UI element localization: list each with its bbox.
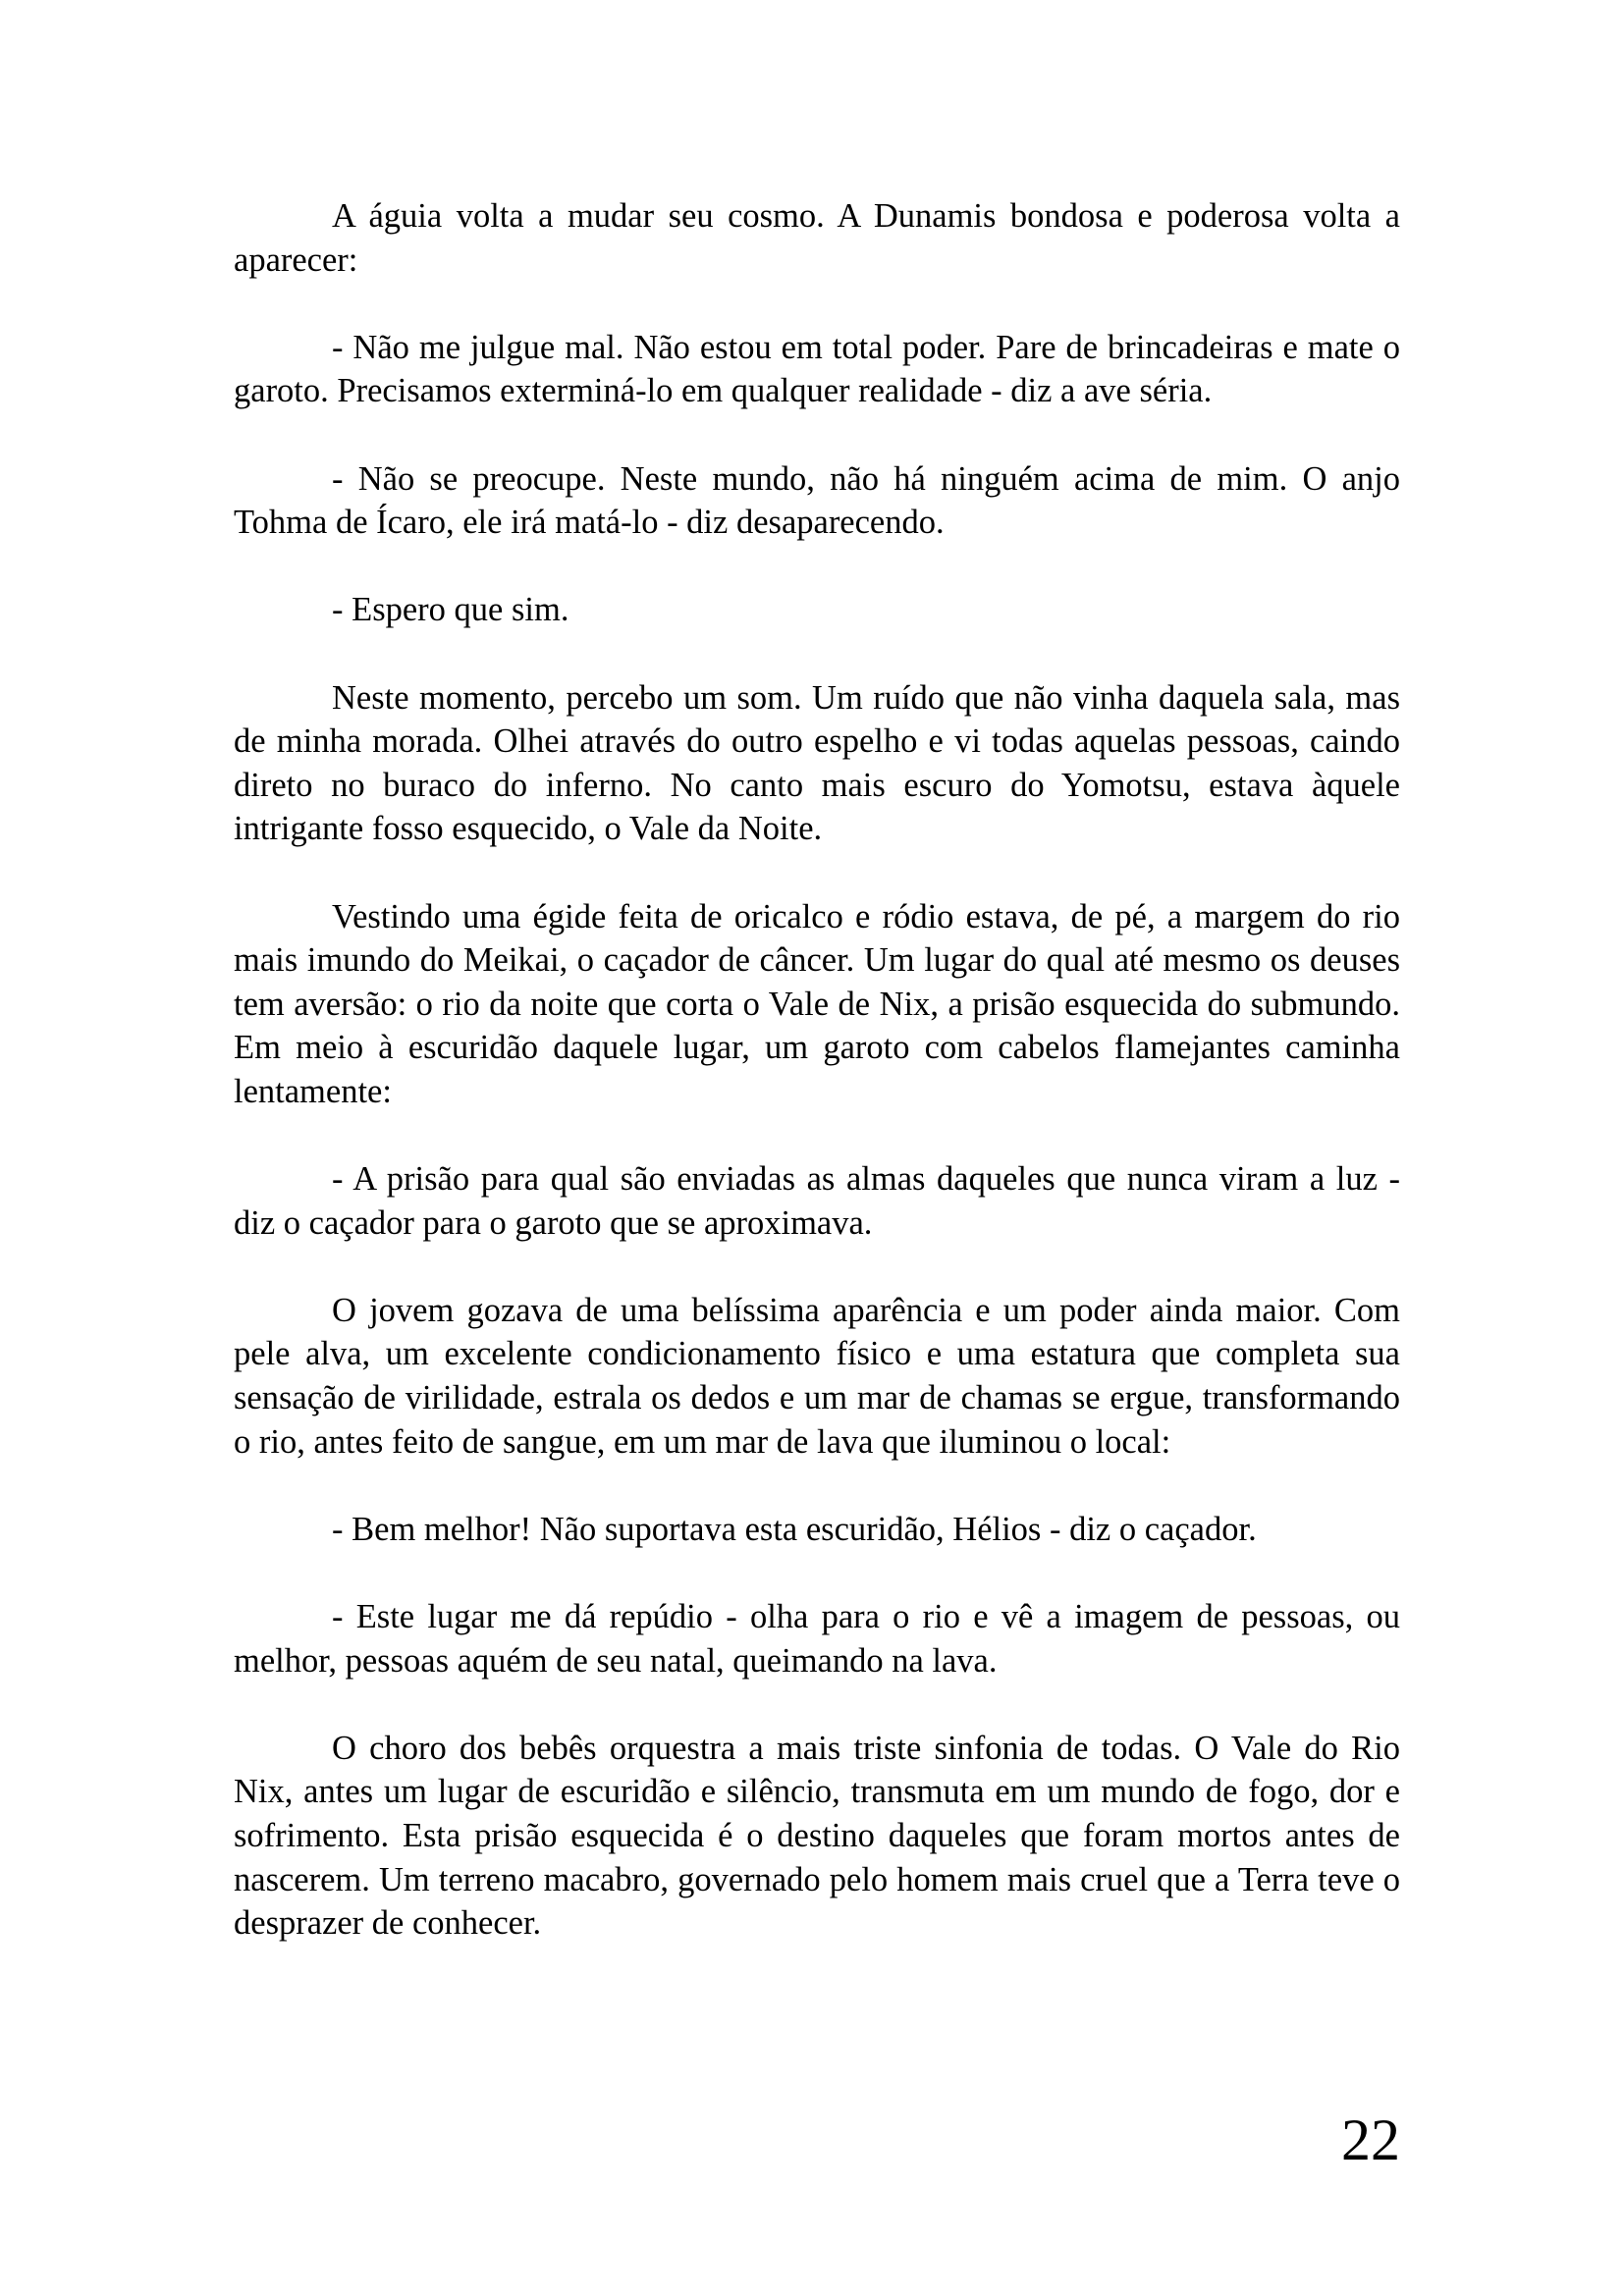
paragraph-valley-of-night: Neste momento, percebo um som. Um ruído que não vinha daquela sala, mas de minha morada. Olhei através do outro espelho e vi todas aquelas pessoas, caindo direto no buraco do inferno. No canto mais escuro do Yomotsu, estava àquele intrigante fosso esquecido, o Vale da Noite. xyxy=(234,678,1400,848)
page-number: 22 xyxy=(1341,2108,1400,2172)
page-body xyxy=(234,194,1400,1989)
paragraph-dialogue-repudio: - Este lugar me dá repúdio - olha para o rio e vê a imagem de pessoas, ou melhor, pessoas aquém de seu natal, queimando na lava. xyxy=(234,1598,1400,1680)
paragraph-young-man: O jovem gozava de uma belíssima aparência e um poder ainda maior. Com pele alva, um excelente condicionamento físico e uma estatura que completa sua sensação de virilidade, estrala os dedos e um mar de chamas se ergue, transformando o rio, antes feito de sangue, em um mar de lava que iluminou o local: xyxy=(234,1291,1400,1461)
paragraph-dialogue-much-better: - Bem melhor! Não suportava esta escuridão, Hélios - diz o caçador. xyxy=(332,1510,1257,1548)
paragraph-dialogue-angel-tohma: - Não se preocupe. Neste mundo, não há ninguém acima de mim. O anjo Tohma de Ícaro, ele irá matá-lo - diz desaparecendo. xyxy=(234,459,1400,542)
paragraph-dialogue-hope-so: - Espero que sim. xyxy=(332,591,569,629)
paragraph-babies-cry: O choro dos bebês orquestra a mais triste sinfonia de todas. O Vale do Rio Nix, antes um lugar de escuridão e silêncio, transmuta em um mundo de fogo, dor e sofrimento. Esta prisão esquecida é o destino daqueles que foram mortos antes de nascerem. Um terreno macabro, governado pelo homem mais cruel que a Terra teve o desprazer de conhecer. xyxy=(234,1729,1400,1943)
paragraph-dialogue-prison: - A prisão para qual são enviadas as almas daqueles que nunca viram a luz - diz o caçador para o garoto que se aproximava. xyxy=(234,1160,1400,1242)
paragraph-cancer-hunter: Vestindo uma égide feita de oricalco e ródio estava, de pé, a margem do rio mais imundo do Meikai, o caçador de câncer. Um lugar do qual até mesmo os deuses tem aversão: o rio da noite que corta o Vale de Nix, a prisão esquecida do submundo. Em meio à escuridão daquele lugar, um garoto com cabelos flamejantes caminha lentamente: xyxy=(234,897,1400,1110)
paragraph-eagle-cosmos: A águia volta a mudar seu cosmo. A Dunamis bondosa e poderosa volta a aparecer: xyxy=(234,197,1400,279)
paragraph-dialogue-kill-boy: - Não me julgue mal. Não estou em total poder. Pare de brincadeiras e mate o garoto. Precisamos exterminá-lo em qualquer realidade - diz a ave séria. xyxy=(234,328,1400,410)
